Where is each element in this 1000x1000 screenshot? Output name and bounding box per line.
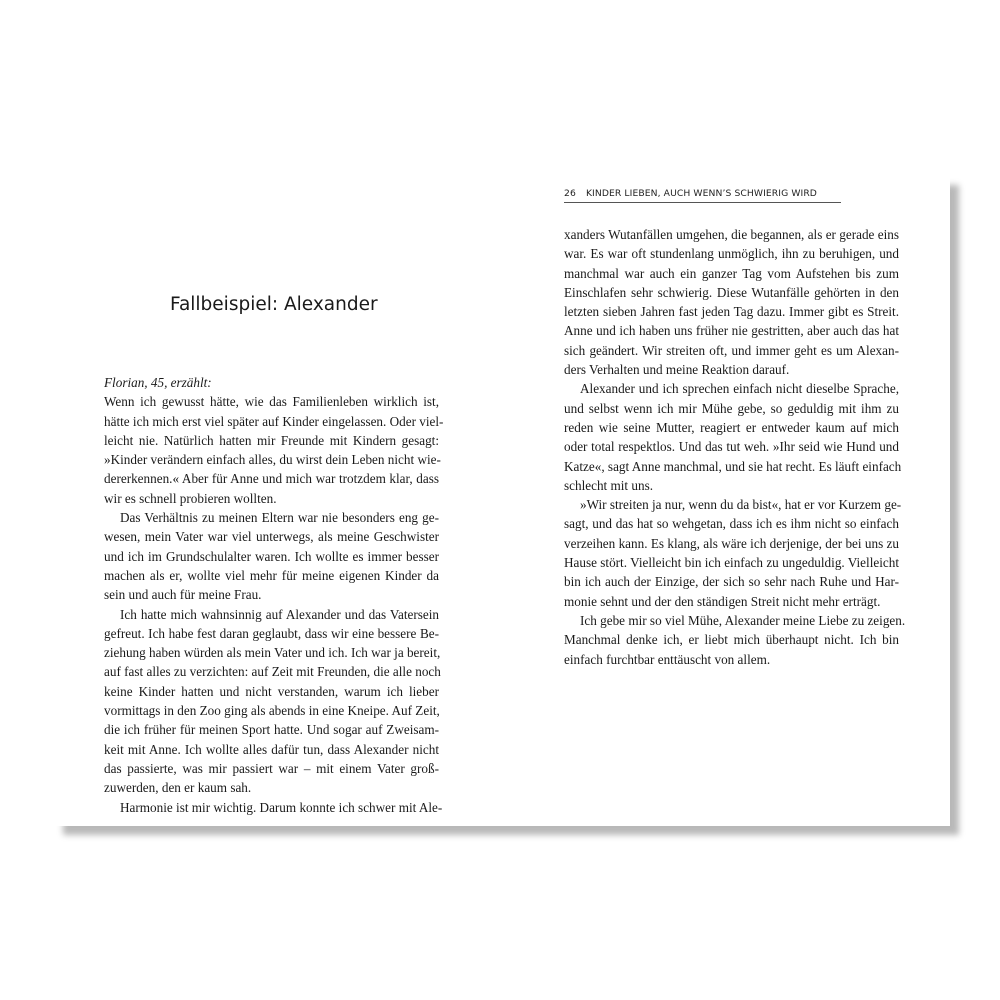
text-line: sich geändert. Wir streiten oft, und immer geht es um Alexan- — [564, 342, 899, 358]
right-body-text — [564, 225, 906, 669]
text-line: sein und auch für meine Frau. — [104, 587, 262, 603]
text-line: schlecht mit uns. — [564, 477, 654, 493]
text-line: Hause stört. Vielleicht bin ich einfach zu ungeduldig. Vielleicht — [564, 555, 899, 571]
text-line: Anne und ich haben uns früher nie gestritten, aber auch das hat — [564, 323, 899, 339]
text-line: oder total respektlos. Und das tut weh. »Ihr seid wie Hund und — [564, 439, 899, 455]
text-line: Harmonie ist mir wichtig. Darum konnte ich schwer mit Ale- — [120, 799, 443, 815]
text-line: manchmal war auch ein ganzer Tag vom Aufstehen bis zum — [564, 265, 899, 281]
text-line: ders Verhalten und meine Reaktion darauf. — [564, 362, 790, 378]
text-line: Manchmal denke ich, er liebt mich überhaupt nicht. Ich bin — [564, 632, 899, 648]
text-line: auf fast alles zu verzichten: auf Zeit mit Freunden, die alle noch — [104, 664, 441, 680]
text-line: leicht nie. Natürlich hatten mir Freunde mit Kindern gesagt: — [104, 432, 439, 448]
text-line: wesen, mein Vater war viel unterwegs, als meine Geschwister — [104, 529, 439, 545]
text-line: keine Kinder hatten und nicht verstanden, warum ich lieber — [104, 683, 439, 699]
text-line: reden wie seine Mutter, reagiert er entweder kaum auf mich — [564, 419, 899, 435]
text-line: verzeihen kann. Es klang, als wäre ich derjenige, der bei uns zu — [564, 535, 899, 551]
left-body-text — [104, 373, 444, 817]
byline: Florian, 45, erzählt: — [104, 375, 212, 390]
text-line: die ich früher für meinen Sport hatte. Und sogar auf Zweisam- — [104, 722, 439, 738]
text-line: »Wir streiten ja nur, wenn du da bist«, hat er vor Kurzem ge- — [580, 497, 902, 513]
page-number: 26 — [564, 188, 576, 199]
text-line: Alexander und ich sprechen einfach nicht dieselbe Sprache, — [580, 381, 899, 397]
right-page — [502, 176, 950, 826]
text-line: Katze«, sagt Anne manchmal, und sie hat recht. Es läuft einfach — [564, 458, 902, 474]
text-line: keit mit Anne. Ich wollte alles dafür tun, dass Alexander nicht — [104, 741, 439, 757]
text-line: Einschlafen sehr schwierig. Diese Wutanfälle gehörten in den — [564, 284, 899, 300]
text-line: xanders Wutanfällen umgehen, die begannen, als er gerade eins — [564, 227, 899, 242]
text-line: und ich im Grundschulalter waren. Ich wollte es immer besser — [104, 548, 439, 564]
text-line: »Kinder verändern einfach alles, du wirst dein Leben nicht wie- — [104, 452, 441, 468]
text-line: machen als er, wollte viel mehr für meine eigenen Kinder da — [104, 567, 439, 583]
running-head — [564, 188, 841, 203]
text-line: Wenn ich gewusst hätte, wie das Familienleben wirklich ist, — [104, 394, 439, 410]
text-line: wir es schnell probieren wollten. — [104, 490, 277, 506]
text-line: sagt, und das hat so wehgetan, dass ich es ihm nicht so einfach — [564, 516, 899, 532]
text-line: war. Es war oft stundenlang unmöglich, ihn zu beruhigen, und — [564, 246, 899, 262]
text-line: zuwerden, den er kaum sah. — [104, 780, 252, 796]
text-line: gefreut. Ich habe fest daran geglaubt, dass wir eine bessere Be- — [104, 625, 439, 641]
text-line: einfach furchtbar enttäuscht von allem. — [564, 651, 771, 667]
text-line: und selbst wenn ich mir Mühe gebe, so geduldig mit ihm zu — [564, 400, 899, 416]
text-line: Ich hatte mich wahnsinnig auf Alexander und das Vatersein — [120, 606, 439, 622]
chapter-title: Fallbeispiel: Alexander — [170, 294, 378, 315]
text-line: vormittags in den Zoo ging als abends in eine Kneipe. Auf Zeit, — [104, 703, 440, 719]
text-line: Das Verhältnis zu meinen Eltern war nie besonders eng ge- — [120, 510, 439, 526]
left-page — [54, 176, 502, 826]
text-line: bin ich auch der Einzige, der sich so sehr nach Ruhe und Har- — [564, 574, 899, 590]
text-line: letzten sieben Jahren fast jeden Tag dazu. Immer gibt es Streit. — [564, 304, 899, 320]
text-line: Ich gebe mir so viel Mühe, Alexander meine Liebe zu zeigen. — [580, 612, 906, 628]
text-line: hätte ich mich erst viel später auf Kinder eingelassen. Oder viel- — [104, 413, 444, 429]
book-spread — [54, 176, 950, 826]
running-head-title: KINDER LIEBEN, AUCH WENN’S SCHWIERIG WIRD — [585, 188, 817, 199]
text-line: dererkennen.« Aber für Anne und mich war trotzdem klar, dass — [104, 471, 439, 487]
text-line: das passierte, was mir passiert war – mit einem Vater groß- — [104, 760, 439, 776]
text-line: ziehung haben würden als mein Vater und ich. Ich war ja bereit, — [104, 645, 441, 661]
text-line: monie sehnt und der den ständigen Streit nicht mehr erträgt. — [564, 593, 881, 609]
